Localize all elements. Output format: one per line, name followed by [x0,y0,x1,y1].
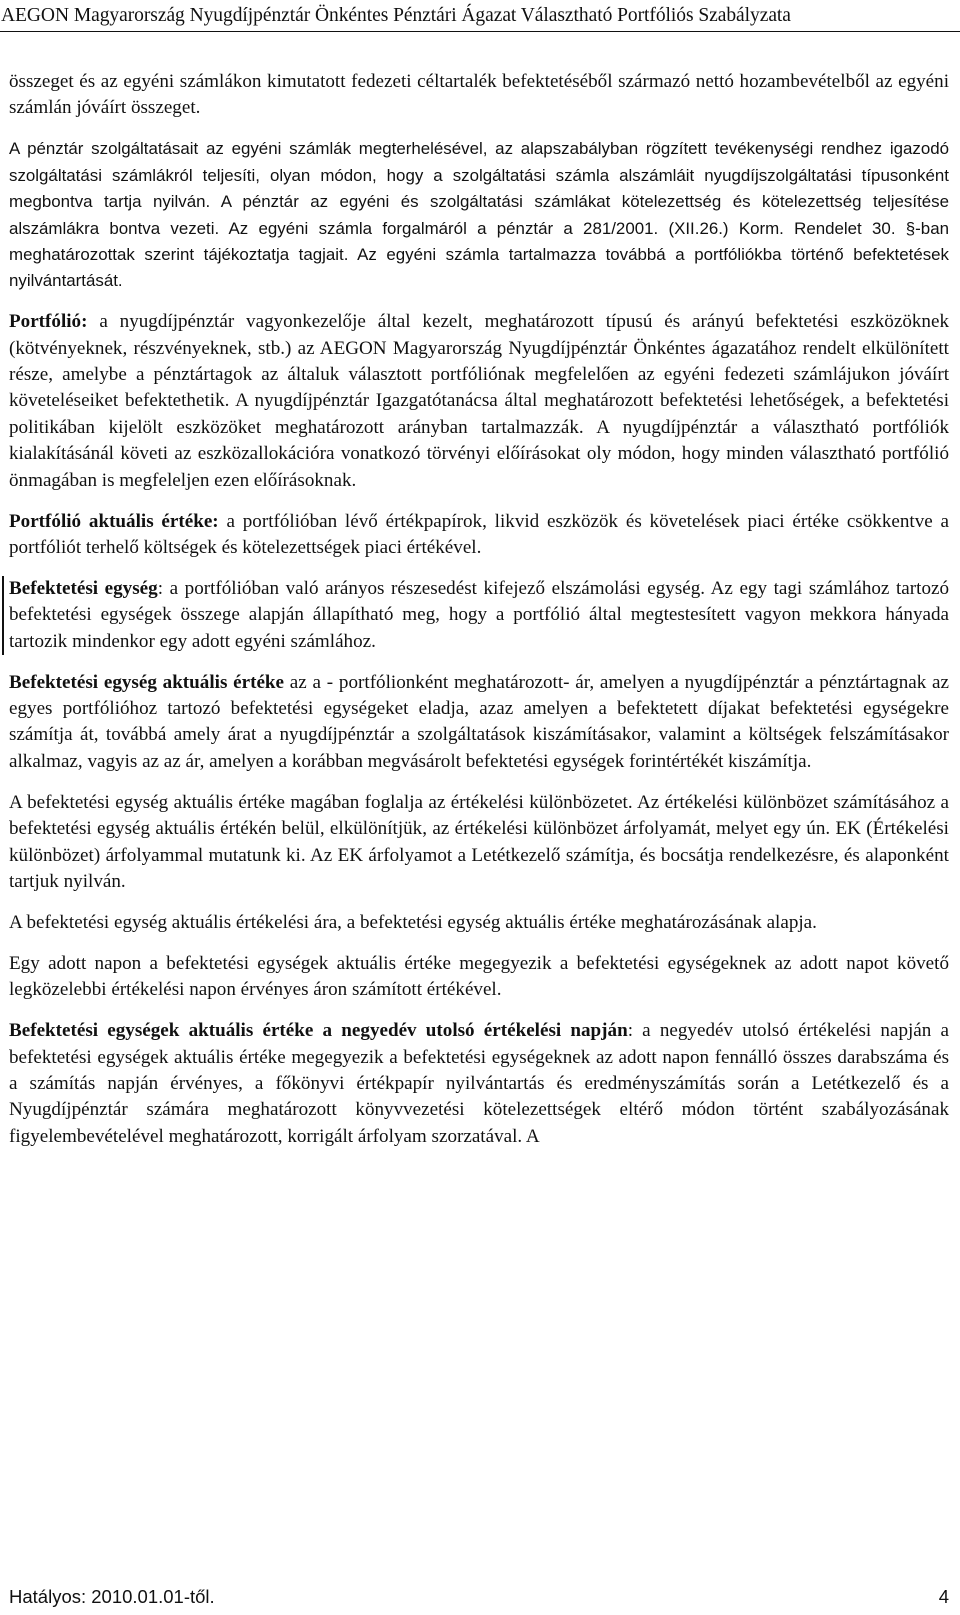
paragraph-portfolio-value [9,509,949,562]
definition-unit-value: az a - portfólionként meghatározott- ár, amelyen a nyugdíjpénztár a pénztártagnak az egyes portfólióhoz tartozó befektetési egységeket eladja, azaz amelyen a befektetett díjakat befektetési egységekre számítja át, továbbá amely árat a nyugdíjpénztár a szolgáltatások kiszámításakor, valamint a költségek felszámításakor alkalmaz, vagyis az az ár, amelyen a korábban megvásárolt befektetési egységek forintértékét kiszámítja. [9,671,949,772]
term-investment-unit: Befektetési egység [9,577,158,599]
definition-portfolio-value: a portfólióban lévő értékpapírok, likvid eszközök és követelések piaci értéke csökkentve a portfóliót terhelő költségek és kötelezettségek piaci értékével. [9,510,949,558]
page-header [0,3,960,32]
definition-portfolio: a nyugdíjpénztár vagyonkezelője által kezelt, meghatározott típusú és arányú befektetési eszközöknek (kötvényeknek, részvényeknek, stb.) az AEGON Magyarország Nyugdíjpénztár Önkéntes ágazatához rendelt elkülönített része, amelybe a pénztártagok az általuk választott portfóliónak megfelelően az egyéni fedezeti számlájukon jóváírt követeléseiket befektethetik. A nyugdíjpénztár Igazgatótanácsa által meghatározott befektetési lehetőségek, a befektetési politikában kijelölt eszközöket meghatározott arányban tartalmazzák. A nyugdíjpénztár a választható portfóliók kialakításánál követi az eszközallokációra vonatkozó törvényi előírásokat oly módon, hogy minden választható portfólió önmagában is megfeleljen ezen előírásoknak. [9,311,949,491]
effective-date: Hatályos: 2010.01.01-től. [9,1586,215,1607]
paragraph-investment-unit [2,576,949,655]
paragraph-unit-value [9,670,949,776]
document-body [9,69,949,1165]
paragraph-1: összeget és az egyéni számlákon kimutatott fedezeti céltartalék befektetéséből származó nettó hozambevételből az egyéni számlán jóváírt összeget. [9,71,949,119]
term-unit-value: Befektetési egység aktuális értéke [9,671,285,693]
paragraph-quarter-value [9,1018,949,1150]
paragraph-portfolio [9,309,949,494]
header-title: AEGON Magyarország Nyugdíjpénztár Önkéntes Pénztári Ágazat Választható Portfóliós Szabályzata [1,5,791,26]
paragraph-2: A pénztár szolgáltatásait az egyéni számlák megterhelésével, az alapszabályban rögzített tevékenységi rendhez igazodó szolgáltatási számlákról teljesíti, olyan módon, hogy a szolgáltatási számla alszámláit nyugdíjszolgáltatási típusonként megbontva tartja nyilván. A pénztár az egyéni és szolgáltatási számlákat kötelezettség és kötelezettség teljesítése alszámlákra bontva vezeti. Az egyéni számla forgalmáról a pénztár a 281/2001. (XII.26.) Korm. Rendelet 30. §-ban meghatározottak szerint tájékoztatja tagjait. Az egyéni számla tartalmazza továbbá a portfóliókba történő befektetések nyilvántartását. [9,139,949,291]
definition-investment-unit: : a portfólióban való arányos részesedést kifejező elszámolási egység. Az egy tagi számlához tartozó befektetési egységek összege alapján állapítható meg, hogy a portfólió által megtestesített vagyon mekkora hányada tartozik mindenkor egy adott egyéni számlához. [9,577,950,652]
term-quarter-value: Befektetési egységek aktuális értéke a negyedév utolsó értékelési napján [9,1020,628,1042]
paragraph-daily-value: Egy adott napon a befektetési egységek aktuális értéke megegyezik a befektetési egységeknek az adott napot követő legközelebbi értékelési napon érvényes áron számított értékével. [9,952,949,1001]
term-portfolio: Portfólió: [9,311,88,333]
definition-quarter-value: : a negyedév utolsó értékelési napján a befektetési egységek aktuális értéke megegyezik a befektetési egységeknek az adott napon fennálló összes darabszáma és a számítás napján érvényes, a főkönyvi értékpapír nyilvántartás és eredményszámítás során a Letétkezelő és a Nyugdíjpénztár számára meghatározott könyvvezetési kötelezettségek eltérő módon történt szabályozásának figyelembevételével meghatározott, korrigált árfolyam szorzatával. A [9,1020,949,1147]
paragraph-valuation-price: A befektetési egység aktuális értékelési ára, a befektetési egység aktuális értéke meghatározásának alapja. [9,911,817,933]
page-number: 4 [938,1586,949,1607]
paragraph-valuation-difference: A befektetési egység aktuális értéke magában foglalja az értékelési különbözetet. Az értékelési különbözet számításához a befektetési egység aktuális értékén belül, elkülönítjük, az értékelési különbözet árfolyamát, melyet egy ún. EK (Értékelési különbözet) árfolyammal mutatunk ki. Az EK árfolyamot a Letétkezelő számítja, és bocsátja rendelkezésre, és alaponként tartjuk nyilván. [9,791,949,892]
term-portfolio-value: Portfólió aktuális értéke: [9,510,219,532]
